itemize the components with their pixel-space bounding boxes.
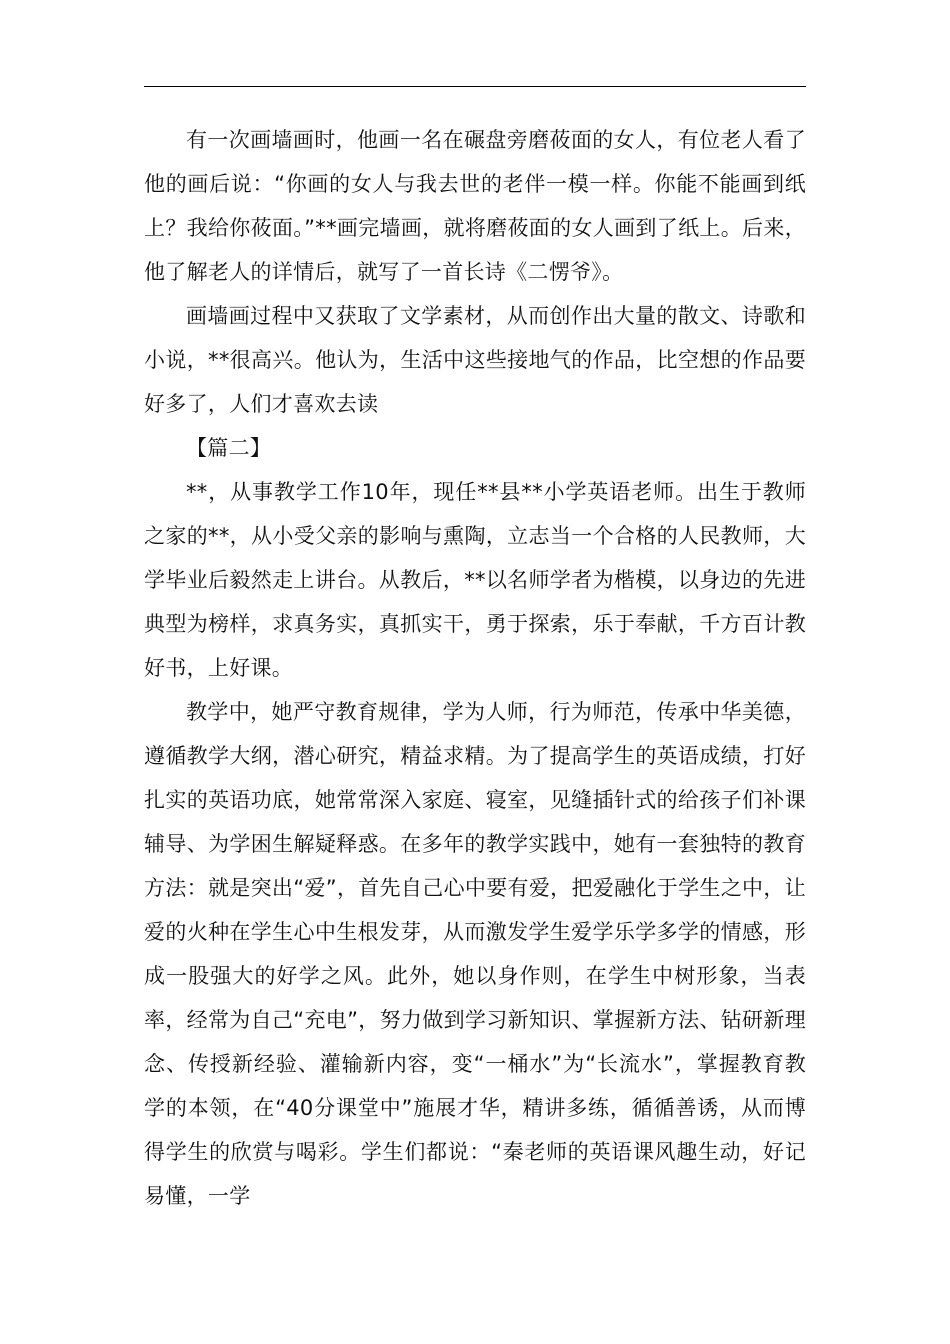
paragraph: 教学中，她严守教育规律，学为人师，行为师范，传承中华美德，遵循教学大纲，潜心研究，精益求精。为了提高学生的英语成绩，打好扎实的英语功底，她常常深入家庭、寝室，见缝插针式的给孩子们补课辅导、为学困生解疑释惑。在多年的教学实践中，她有一套独特的教育方法：就是突出“爱”，首先自己心中要有爱，把爱融化于学生之中，让爱的火种在学生心中生根发芽，从而激发学生爱学乐学多学的情感，形成一股强大的好学之风。此外，她以身作则，在学生中树形象，当表率，经常为自己“充电”，努力做到学习新知识、掌握新方法、钻研新理念、传授新经验、灌输新内容，变“一桶水”为“长流水”，掌握教育教学的本领，在“40分课堂中”施展才华，精讲多练，循循善诱，从而博得学生的欣赏与喝彩。学生们都说：“秦老师的英语课风趣生动，好记易懂，一学 xyxy=(144,700,806,1208)
paragraph: 有一次画墙画时，他画一名在碾盘旁磨莜面的女人，有位老人看了他的画后说：“你画的女人与我去世的老伴一模一样。你能不能画到纸上？我给你莜面。”**画完墙画，就将磨莜面的女人画到了纸上。后来，他了解老人的详情后，就写了一首长诗《二愣爷》。 xyxy=(144,128,806,284)
header-rule xyxy=(144,86,806,87)
section-title: 【篇二】 xyxy=(186,436,272,460)
document-body xyxy=(144,118,806,1218)
paragraph: 画墙画过程中又获取了文学素材，从而创作出大量的散文、诗歌和小说，**很高兴。他认为，生活中这些接地气的作品，比空想的作品要好多了，人们才喜欢去读 xyxy=(144,304,806,416)
paragraph: **，从事教学工作10年，现任**县**小学英语老师。出生于教师之家的**，从小受父亲的影响与熏陶，立志当一个合格的人民教师，大学毕业后毅然走上讲台。从教后，**以名师学者为楷模，以身边的先进典型为榜样，求真务实，真抓实干，勇于探索，乐于奉献，千方百计教好书，上好课。 xyxy=(144,480,806,680)
